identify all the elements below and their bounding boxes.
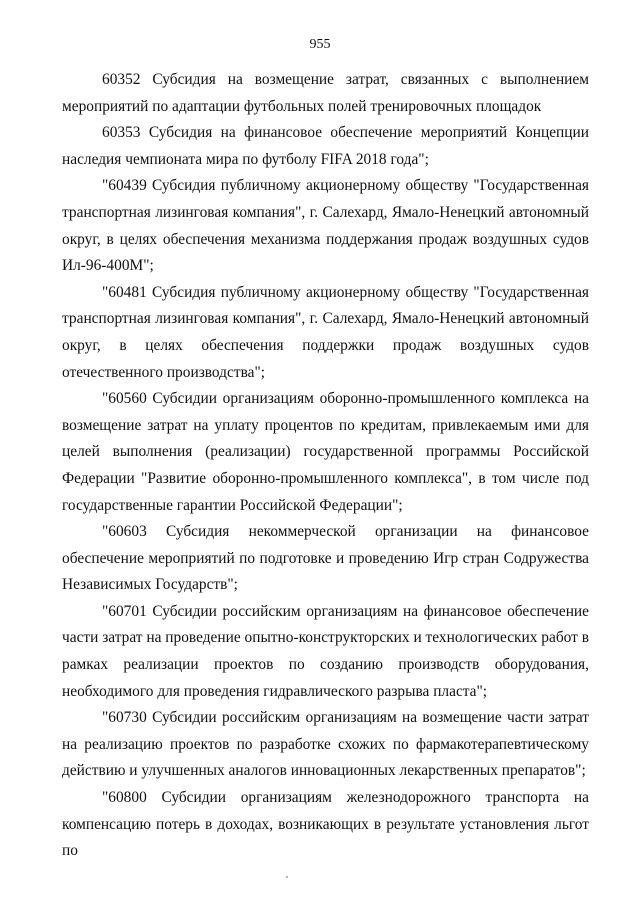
paragraph-60352: 60352 Субсидия на возмещение затрат, связанных с выполнением мероприятий по адаптации футбольных полей тренировочных площадок	[62, 71, 589, 115]
scan-speck	[286, 876, 288, 878]
paragraph-60800: "60800 Субсидии организациям железнодорожного транспорта на компенсацию потерь в доходах, возникающих в результате установления льгот по	[62, 789, 589, 860]
paragraph-60439: "60439 Субсидия публичному акционерному обществу "Государственная транспортная лизинговая компания", г. Салехард, Ямало-Ненецкий автономный округ, в целях обеспечения механизма поддержания продаж воздушных судов Ил-96-400М";	[62, 177, 589, 275]
paragraph-60481: "60481 Субсидия публичному акционерному обществу "Государственная транспортная лизинговая компания", г. Салехард, Ямало-Ненецкий автономный округ, в целях обеспечения поддержки продаж воздушных судов отечественного производства";	[62, 283, 589, 381]
paragraph-60730: "60730 Субсидии российским организациям на возмещение части затрат на реализацию проектов по разработке схожих по фармакотерапевтическому действию и улучшенных аналогов инновационных лекарственных препаратов";	[62, 709, 589, 780]
paragraph-60701: "60701 Субсидии российским организациям на финансовое обеспечение части затрат на проведение опытно-конструкторских и технологических работ в рамках реализации проектов по созданию производств оборудования, необходимого для проведения гидравлического разрыва пласта";	[62, 602, 589, 700]
paragraph-60353: 60353 Субсидия на финансовое обеспечение мероприятий Концепции наследия чемпионата мира по футболу FIFA 2018 года";	[62, 124, 589, 168]
page-number: 955	[309, 37, 331, 52]
paragraph-60560: "60560 Субсидии организациям оборонно-промышленного комплекса на возмещение затрат на уплату процентов по кредитам, привлекаемым ими для целей выполнения (реализации) государственной программы Российской Федерации "Развитие оборонно-промышленного комплекса", в том числе под государственные гарантии Российской Федерации";	[62, 390, 589, 514]
document-body	[62, 67, 589, 865]
paragraph-60603: "60603 Субсидия некоммерческой организации на финансовое обеспечение мероприятий по подготовке и проведению Игр стран Содружества Независимых Государств";	[62, 523, 589, 594]
